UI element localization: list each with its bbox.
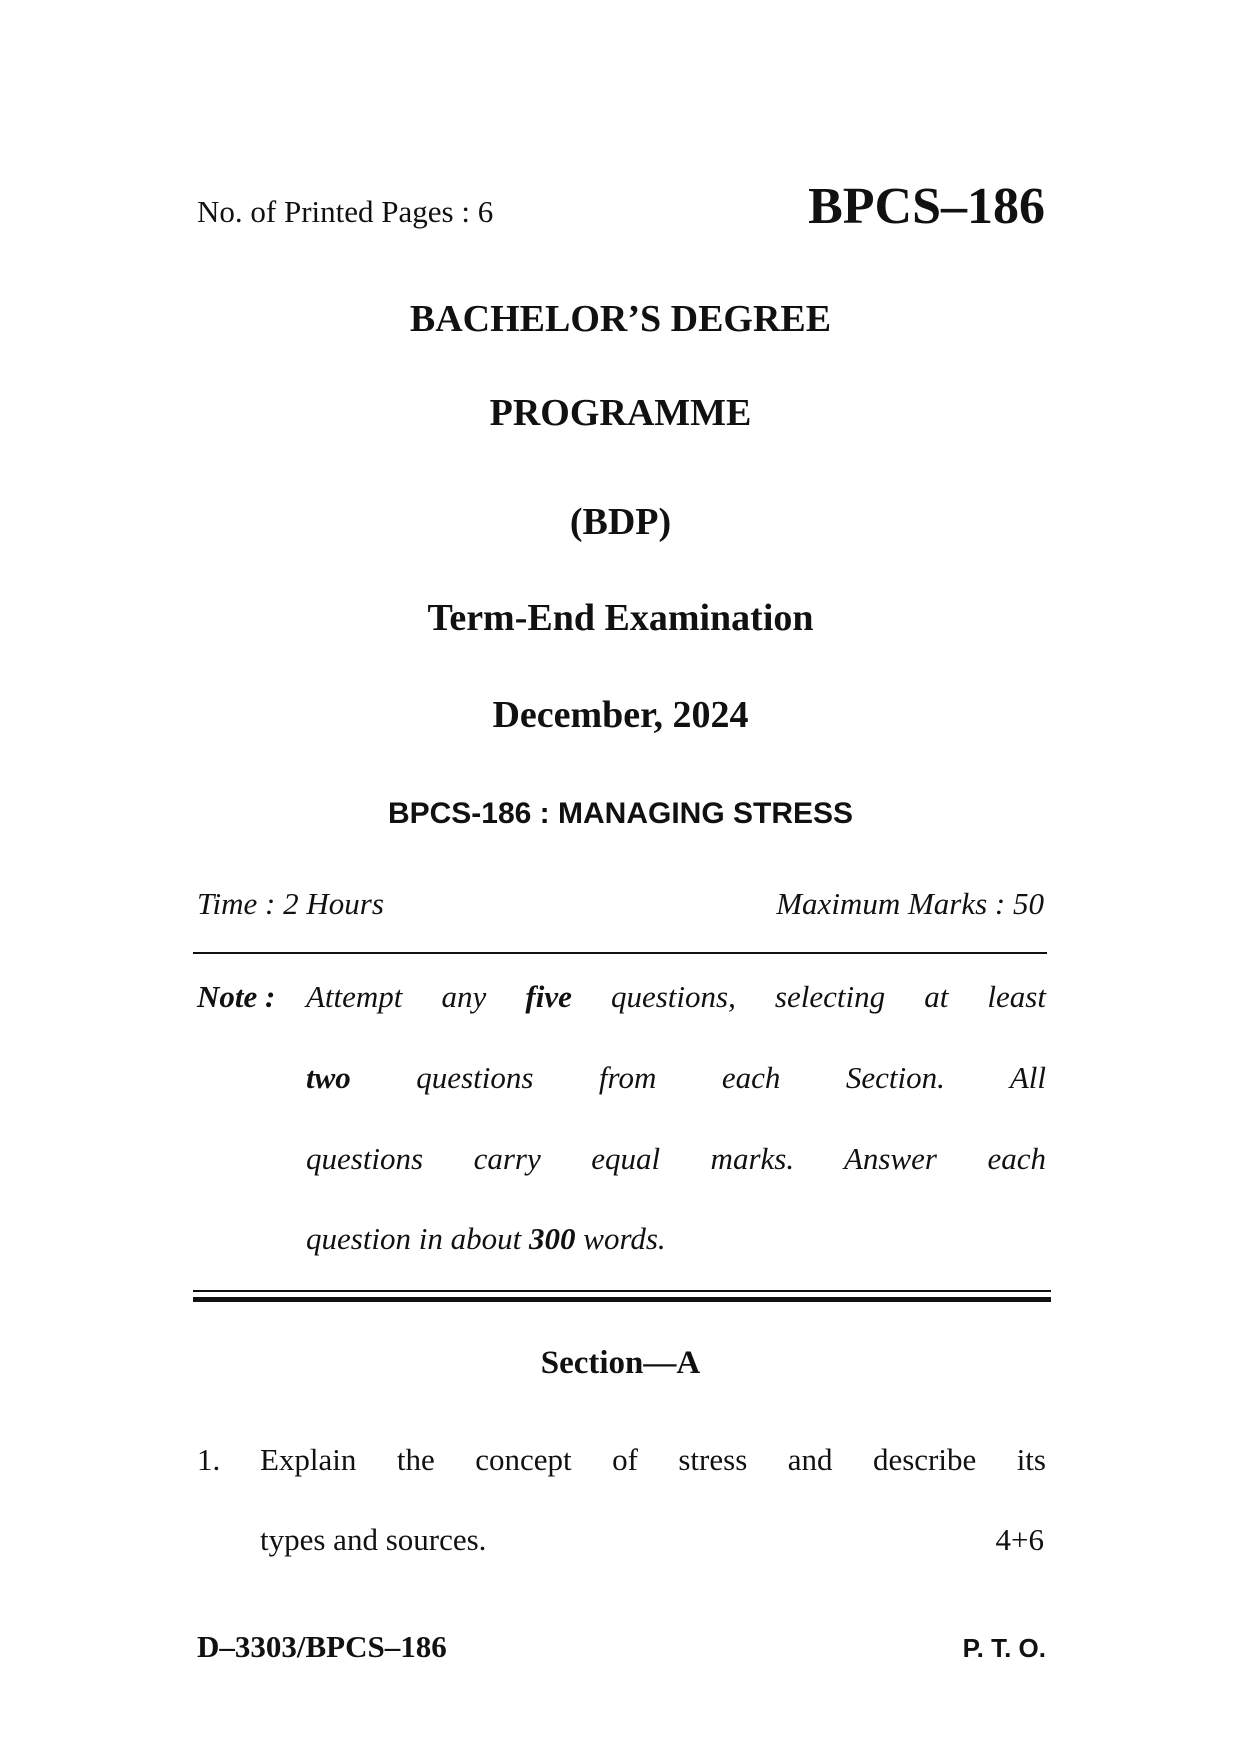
note-label: Note : xyxy=(197,979,276,1014)
note-text: questions from each Section. All xyxy=(350,1060,1046,1095)
programme-abbrev: (BDP) xyxy=(569,501,672,543)
question-text-line-2: types and sources. xyxy=(260,1522,487,1557)
section-heading: Section—A xyxy=(540,1345,701,1381)
note-line-1 xyxy=(306,979,1046,1015)
programme-title: PROGRAMME xyxy=(489,392,752,434)
exam-date: December, 2024 xyxy=(492,694,749,736)
note-emphasis: five xyxy=(525,979,572,1014)
double-divider-bottom xyxy=(193,1297,1051,1302)
note-text: words. xyxy=(575,1221,666,1256)
question-marks: 4+6 xyxy=(995,1522,1044,1557)
please-turn-over: P. T. O. xyxy=(962,1633,1046,1663)
divider-line xyxy=(193,952,1047,954)
note-text: question in about xyxy=(306,1221,530,1256)
note-line-4 xyxy=(306,1221,1046,1257)
note-line-2 xyxy=(306,1060,1046,1096)
question-text: Explain the concept of stress and describe its xyxy=(260,1442,1046,1477)
note-emphasis: two xyxy=(306,1060,351,1095)
time-allowed: Time : 2 Hours xyxy=(197,886,384,921)
question-number: 1. xyxy=(197,1442,221,1477)
double-divider-top xyxy=(193,1290,1051,1292)
note-line-3 xyxy=(306,1141,1046,1177)
note-text: questions carry equal marks. Answer each xyxy=(306,1141,1046,1176)
footer-paper-code: D–3303/BPCS–186 xyxy=(197,1629,447,1664)
note-text: Attempt any xyxy=(306,979,526,1014)
exam-title: Term-End Examination xyxy=(427,597,814,639)
maximum-marks: Maximum Marks : 50 xyxy=(776,886,1044,921)
subject-title: BPCS-186 : MANAGING STRESS xyxy=(387,797,854,830)
note-text: questions, selecting at least xyxy=(571,979,1046,1014)
question-text-line-1 xyxy=(260,1442,1046,1478)
note-emphasis: 300 xyxy=(529,1221,576,1256)
course-code: BPCS–186 xyxy=(808,178,1045,235)
degree-title: BACHELOR’S DEGREE xyxy=(409,298,832,340)
printed-pages-count: No. of Printed Pages : 6 xyxy=(197,194,494,229)
